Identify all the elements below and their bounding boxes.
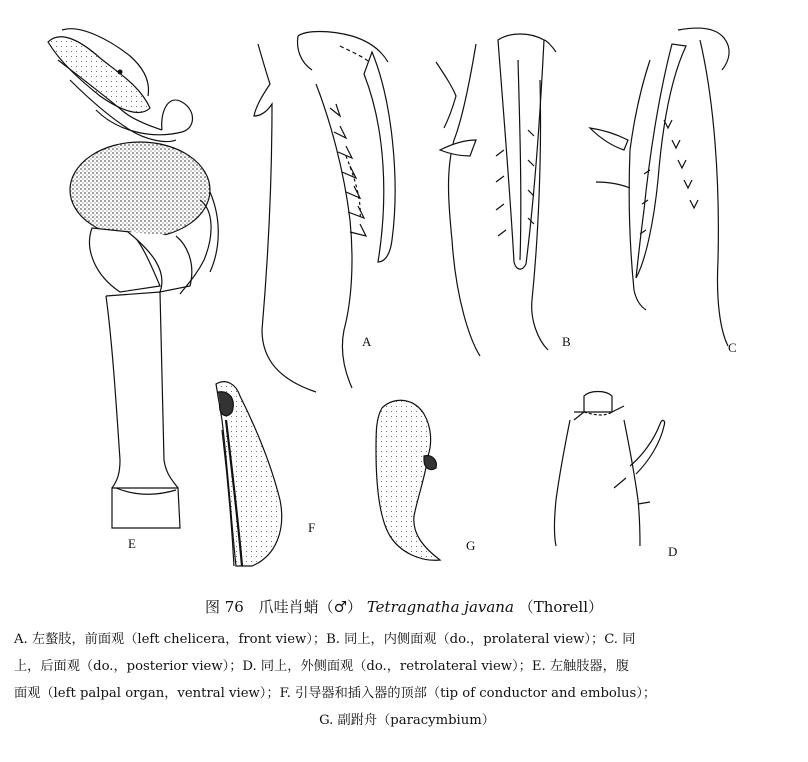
panel-label-c: C: [728, 340, 737, 355]
drawing-a-chelicera-front: [254, 32, 395, 393]
figure-caption-title: [0, 596, 808, 618]
drawing-c-chelicera-posterior: [590, 28, 729, 346]
panel-label-f: F: [308, 520, 316, 535]
species-scientific-name: Tetragnatha javana: [366, 598, 514, 616]
caption-line: 面观（left palpal organ，ventral view）；F. 引导器和插入器的顶部（tip of conductor and embolus）；: [14, 686, 657, 701]
panel-label-b: B: [562, 334, 571, 349]
panel-label-a: A: [362, 334, 372, 349]
drawing-g-paracymbium: [376, 400, 440, 560]
drawing-d-chelicera-retrolateral: [555, 392, 665, 547]
panel-label-d: D: [668, 544, 678, 559]
caption-line: 上，后面观（do.，posterior view）；D. 同上，外侧面观（do.，retrolateral view）；E. 左触肢器，腹: [14, 659, 629, 674]
caption-line: G. 副跗舟（paracymbium）: [319, 713, 495, 728]
figure-number: 图 76: [204, 598, 244, 616]
species-author: （Thorell）: [518, 598, 604, 616]
species-chinese-name: 爪哇肖蛸（♂）: [258, 598, 363, 616]
panel-label-e: E: [128, 536, 136, 551]
caption-line: A. 左螯肢，前面观（left chelicera，front view）；B. 同上，内侧面观（do.，prolateral view）；C. 同: [14, 632, 636, 647]
drawing-b-chelicera-prolateral: [436, 34, 556, 356]
drawing-e-palpal-organ: [48, 29, 218, 528]
panel-label-g: G: [466, 538, 476, 553]
drawing-f-conductor-embolus: [216, 382, 282, 566]
figure-caption-body: [14, 626, 800, 734]
